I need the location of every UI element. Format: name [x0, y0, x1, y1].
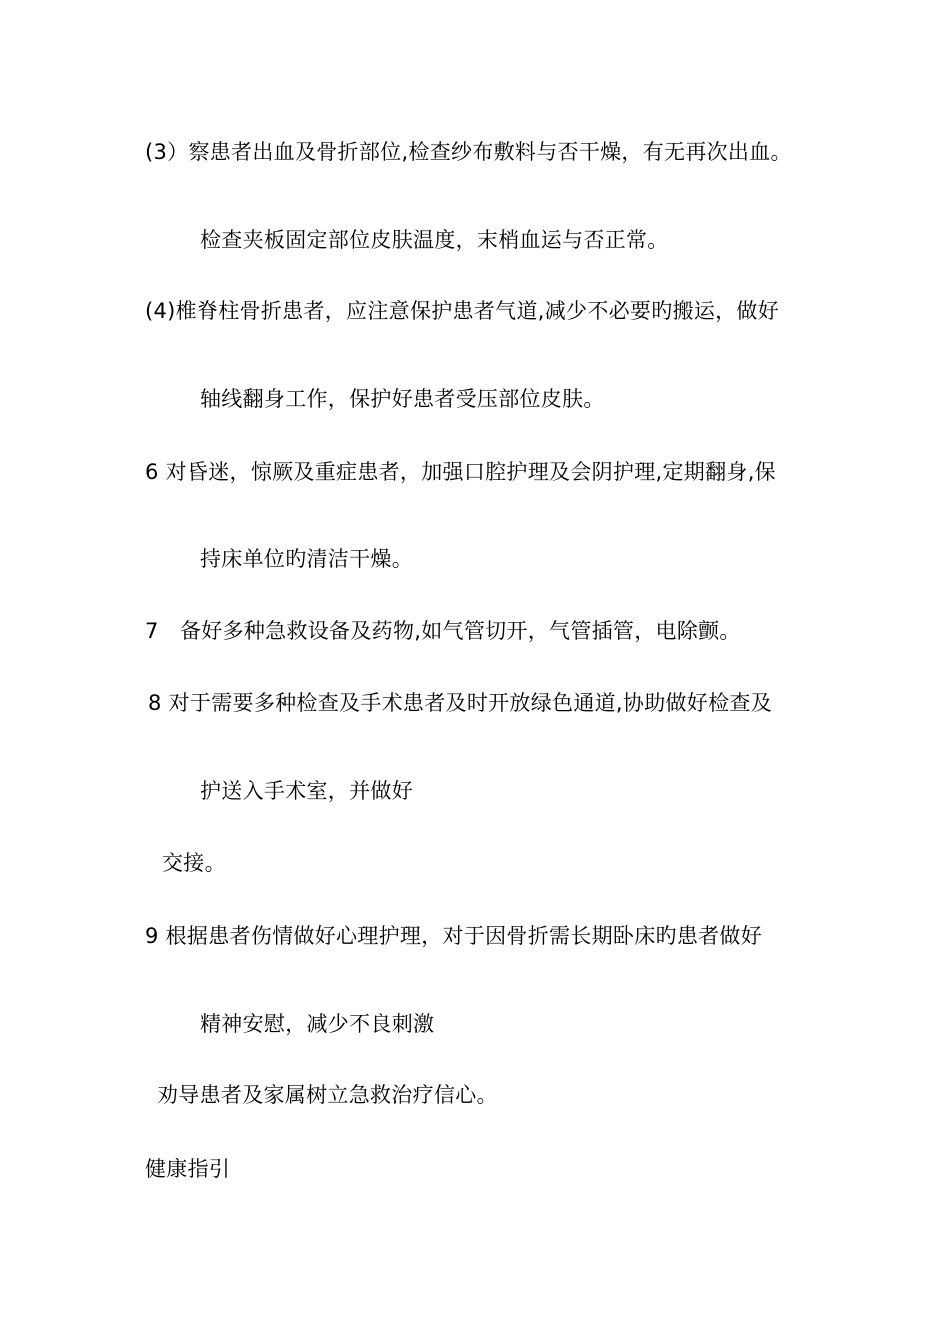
paragraph-line-6-continuation: 持床单位旳清洁干燥。 [200, 547, 413, 571]
paragraph-line-4-spinal-fracture: (4)椎脊柱骨折患者，应注意保护患者气道,减少不必要旳搬运，做好 [145, 299, 780, 323]
paragraph-line-8-green-channel: 8 对于需要多种检查及手术患者及时开放绿色通道,协助做好检查及 [148, 691, 773, 715]
paragraph-line-3-observe-bleeding: (3）察患者出血及骨折部位,检查纱布敷料与否干燥，有无再次出血。 [145, 140, 792, 164]
paragraph-line-8-continuation: 护送入手术室，并做好 [200, 779, 413, 803]
section-heading-health-guidance: 健康指引 [145, 1157, 231, 1181]
paragraph-line-3-continuation: 检查夹板固定部位皮肤温度，末梢血运与否正常。 [200, 228, 669, 252]
paragraph-line-8-handover: 交接。 [162, 851, 226, 875]
paragraph-line-7-equipment: 7 备好多种急救设备及药物,如气管切开，气管插管，电除颤。 [145, 619, 741, 643]
paragraph-line-9-confidence: 劝导患者及家属树立急救治疗信心。 [157, 1083, 498, 1107]
paragraph-line-6-coma-care: 6 对昏迷，惊厥及重症患者，加强口腔护理及会阴护理,定期翻身,保 [145, 460, 776, 484]
paragraph-line-9-continuation: 精神安慰，减少不良刺激 [200, 1012, 435, 1036]
paragraph-line-4-continuation: 轴线翻身工作，保护好患者受压部位皮肤。 [200, 387, 605, 411]
paragraph-line-9-psychological-care: 9 根据患者伤情做好心理护理，对于因骨折需长期卧床旳患者做好 [145, 924, 763, 948]
